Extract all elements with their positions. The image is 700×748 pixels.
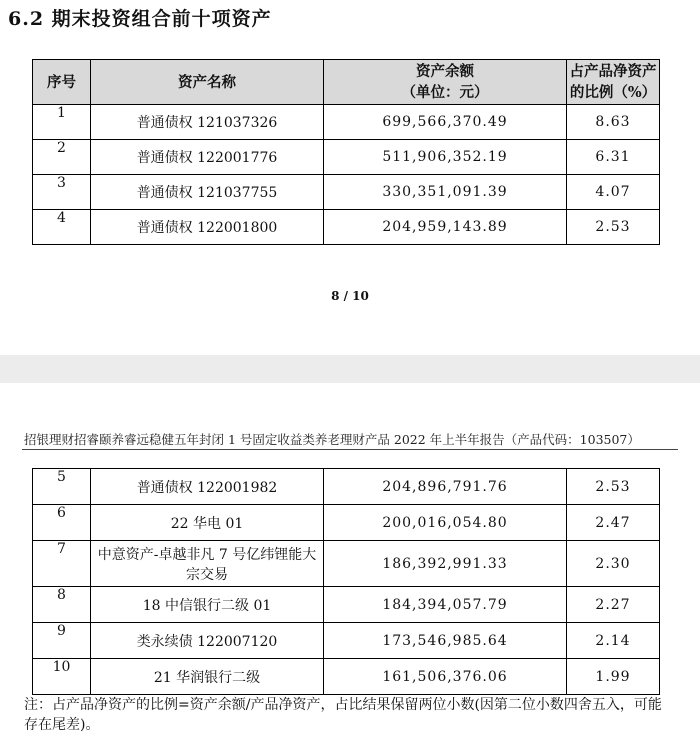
row-percentage: 6.31: [567, 140, 660, 175]
row-amount: 204,959,143.89: [324, 210, 567, 245]
row-no: 5: [33, 469, 91, 505]
table-row: [33, 541, 660, 587]
table-header-row: [33, 60, 660, 105]
row-asset-name: 普通债权 122001776: [91, 140, 324, 175]
table-row: [33, 623, 660, 659]
header-amount: [324, 60, 567, 105]
row-amount: 511,906,352.19: [324, 140, 567, 175]
row-no: 6: [33, 505, 91, 541]
table-row: [33, 469, 660, 505]
table-row: [33, 505, 660, 541]
row-no: 2: [33, 140, 91, 175]
row-percentage: 2.27: [567, 587, 660, 623]
table-row: [33, 175, 660, 210]
row-amount: 200,016,054.80: [324, 505, 567, 541]
row-asset-name: 普通债权 121037326: [91, 105, 324, 140]
top-ten-assets-table: [32, 59, 660, 245]
row-percentage: 2.30: [567, 541, 660, 587]
section-title: 6.2 期末投资组合前十项资产: [8, 8, 272, 30]
row-asset-name: 类永续债 122007120: [91, 623, 324, 659]
row-amount: 161,506,376.06: [324, 659, 567, 695]
header-amount-line2: （单位：元）: [401, 84, 489, 101]
header-asset-name: 资产名称: [91, 60, 324, 105]
row-no: 3: [33, 175, 91, 210]
table-row: [33, 140, 660, 175]
row-amount: 330,351,091.39: [324, 175, 567, 210]
row-amount: 699,566,370.49: [324, 105, 567, 140]
row-amount: 173,546,985.64: [324, 623, 567, 659]
row-asset-name: 18 中信银行二级 01: [91, 587, 324, 623]
row-amount: 204,896,791.76: [324, 469, 567, 505]
header-no: 序号: [33, 60, 91, 105]
row-asset-name: 22 华电 01: [91, 505, 324, 541]
row-amount: 186,392,991.33: [324, 541, 567, 587]
row-asset-name: 普通债权 121037755: [91, 175, 324, 210]
row-no: 8: [33, 587, 91, 623]
row-percentage: 2.53: [567, 469, 660, 505]
header-pct-line2: 的比例（%）: [569, 84, 657, 101]
table-row: [33, 210, 660, 245]
row-no: 7: [33, 541, 91, 587]
table-row: [33, 105, 660, 140]
row-percentage: 1.99: [567, 659, 660, 695]
header-percentage: [567, 60, 660, 105]
row-no: 10: [33, 659, 91, 695]
row-no: 4: [33, 210, 91, 245]
row-no: 1: [33, 105, 91, 140]
table-row: [33, 587, 660, 623]
row-asset-name: 中意资产-卓越非凡 7 号亿纬锂能大宗交易: [91, 541, 324, 587]
table-row: [33, 659, 660, 695]
header-pct-line1: 占产品净资产: [569, 63, 657, 80]
row-percentage: 4.07: [567, 175, 660, 210]
page-number: 8 / 10: [331, 289, 369, 303]
row-asset-name: 21 华润银行二级: [91, 659, 324, 695]
row-asset-name: 普通债权 122001800: [91, 210, 324, 245]
row-asset-name: 普通债权 122001982: [91, 469, 324, 505]
page-separator: [0, 355, 700, 383]
top-ten-assets-table-continued: [32, 468, 660, 695]
row-percentage: 8.63: [567, 105, 660, 140]
table-footnote: 注：占产品净资产的比例=资产余额/产品净资产，占比结果保留两位小数(因第二位小数四舍五入，可能存在尾差)。: [24, 697, 662, 733]
row-percentage: 2.14: [567, 623, 660, 659]
header-divider: [22, 449, 678, 450]
row-percentage: 2.47: [567, 505, 660, 541]
row-no: 9: [33, 623, 91, 659]
header-amount-line1: 资产余额: [416, 63, 474, 80]
row-percentage: 2.53: [567, 210, 660, 245]
row-amount: 184,394,057.79: [324, 587, 567, 623]
report-running-header: 招银理财招睿颐养睿远稳健五年封闭 1 号固定收益类养老理财产品 2022 年上半年报告（产品代码：103507）: [24, 432, 640, 447]
